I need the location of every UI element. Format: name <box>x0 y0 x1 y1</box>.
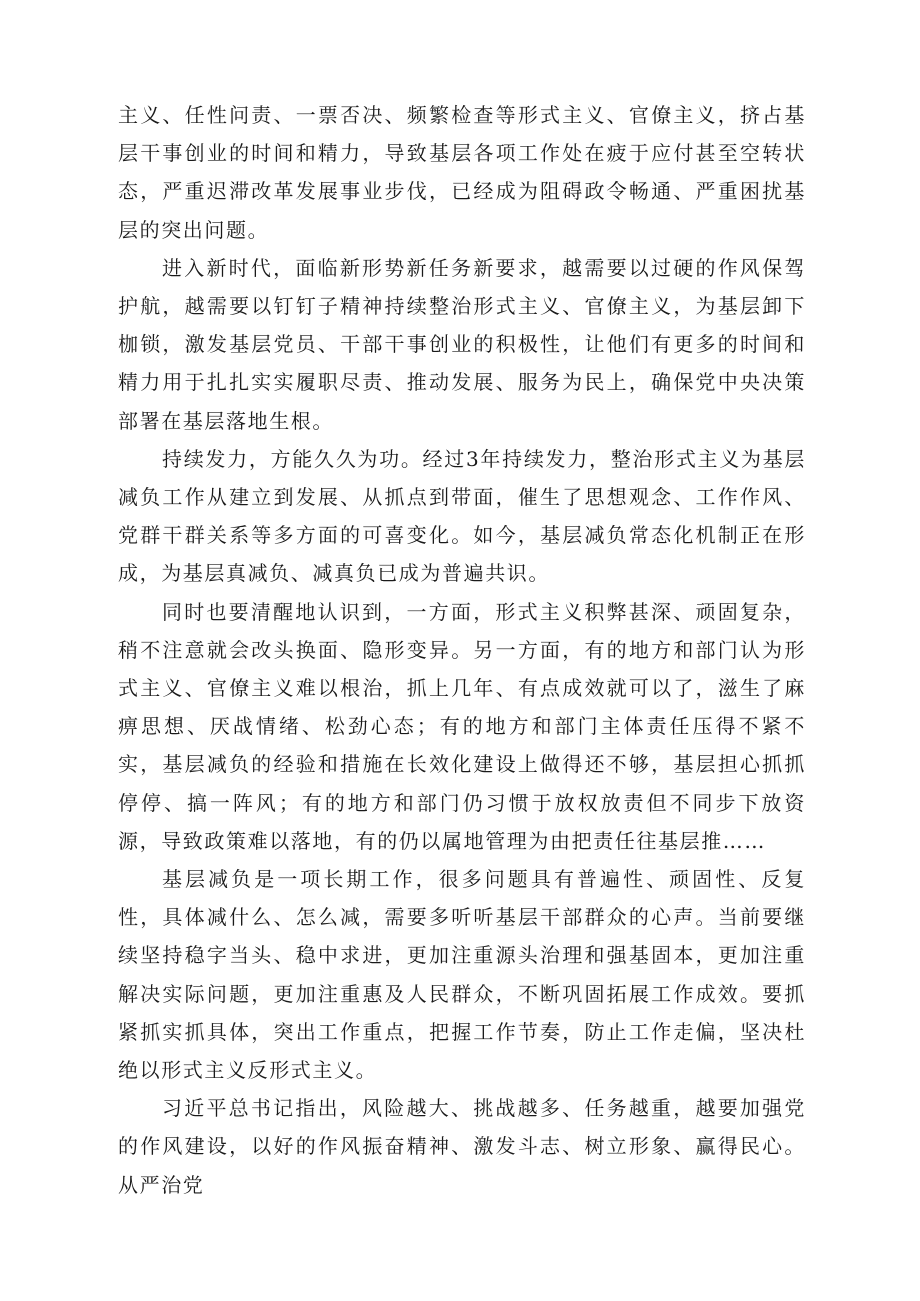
paragraph-sustained-effort: 持续发力，方能久久为功。经过3年持续发力，整治形式主义为基层减负工作从建立到发展、从抓点到带面，催生了思想观念、工作作风、党群干群关系等多方面的可喜变化。如今，基层减负常态化机制正在形成，为基层真减负、减真负已成为普遍共识。 <box>118 446 806 586</box>
paragraph-xi-quote: 习近平总书记指出，风险越大、挑战越多、任务越重，越要加强党的作风建设，以好的作风振奋精神、激发斗志、树立形象、赢得民心。从严治党 <box>118 1096 806 1197</box>
paragraph-continued: 主义、任性问责、一票否决、频繁检查等形式主义、官僚主义，挤占基层干事创业的时间和精力，导致基层各项工作处在疲于应付甚至空转状态，严重迟滞改革发展事业步伐，已经成为阻碍政令畅通、严重困扰基层的突出问题。 <box>118 103 806 242</box>
paragraph-long-term-work: 基层减负是一项长期工作，很多问题具有普遍性、顽固性、反复性，具体减什么、怎么减，需要多听听基层干部群众的心声。当前要继续坚持稳字当头、稳中求进，更加注重源头治理和强基固本，更加注重解决实际问题，更加注重惠及人民群众，不断巩固拓展工作成效。要抓紧抓实抓具体，突出工作重点，把握工作节奏，防止工作走偏，坚决杜绝以形式主义反形式主义。 <box>118 867 806 1083</box>
paragraph-new-era: 进入新时代，面临新形势新任务新要求，越需要以过硬的作风保驾护航，越需要以钉钉子精神持续整治形式主义、官僚主义，为基层卸下枷锁，激发基层党员、干部干事创业的积极性，让他们有更多的时间和精力用于扎扎实实履职尽责、推动发展、服务为民上，确保党中央决策部署在基层落地生根。 <box>118 255 806 433</box>
paragraph-clear-understanding: 同时也要清醒地认识到，一方面，形式主义积弊甚深、顽固复杂，稍不注意就会改头换面、隐形变异。另一方面，有的地方和部门认为形式主义、官僚主义难以根治，抓上几年、有点成效就可以了，滋生了麻痹思想、厌战情绪、松劲心态；有的地方和部门主体责任压得不紧不实，基层减负的经验和措施在长效化建设上做得还不够，基层担心抓抓停停、搞一阵风；有的地方和部门仍习惯于放权放责但不同步下放资源，导致政策难以落地，有的仍以属地管理为由把责任往基层推…… <box>118 599 806 853</box>
